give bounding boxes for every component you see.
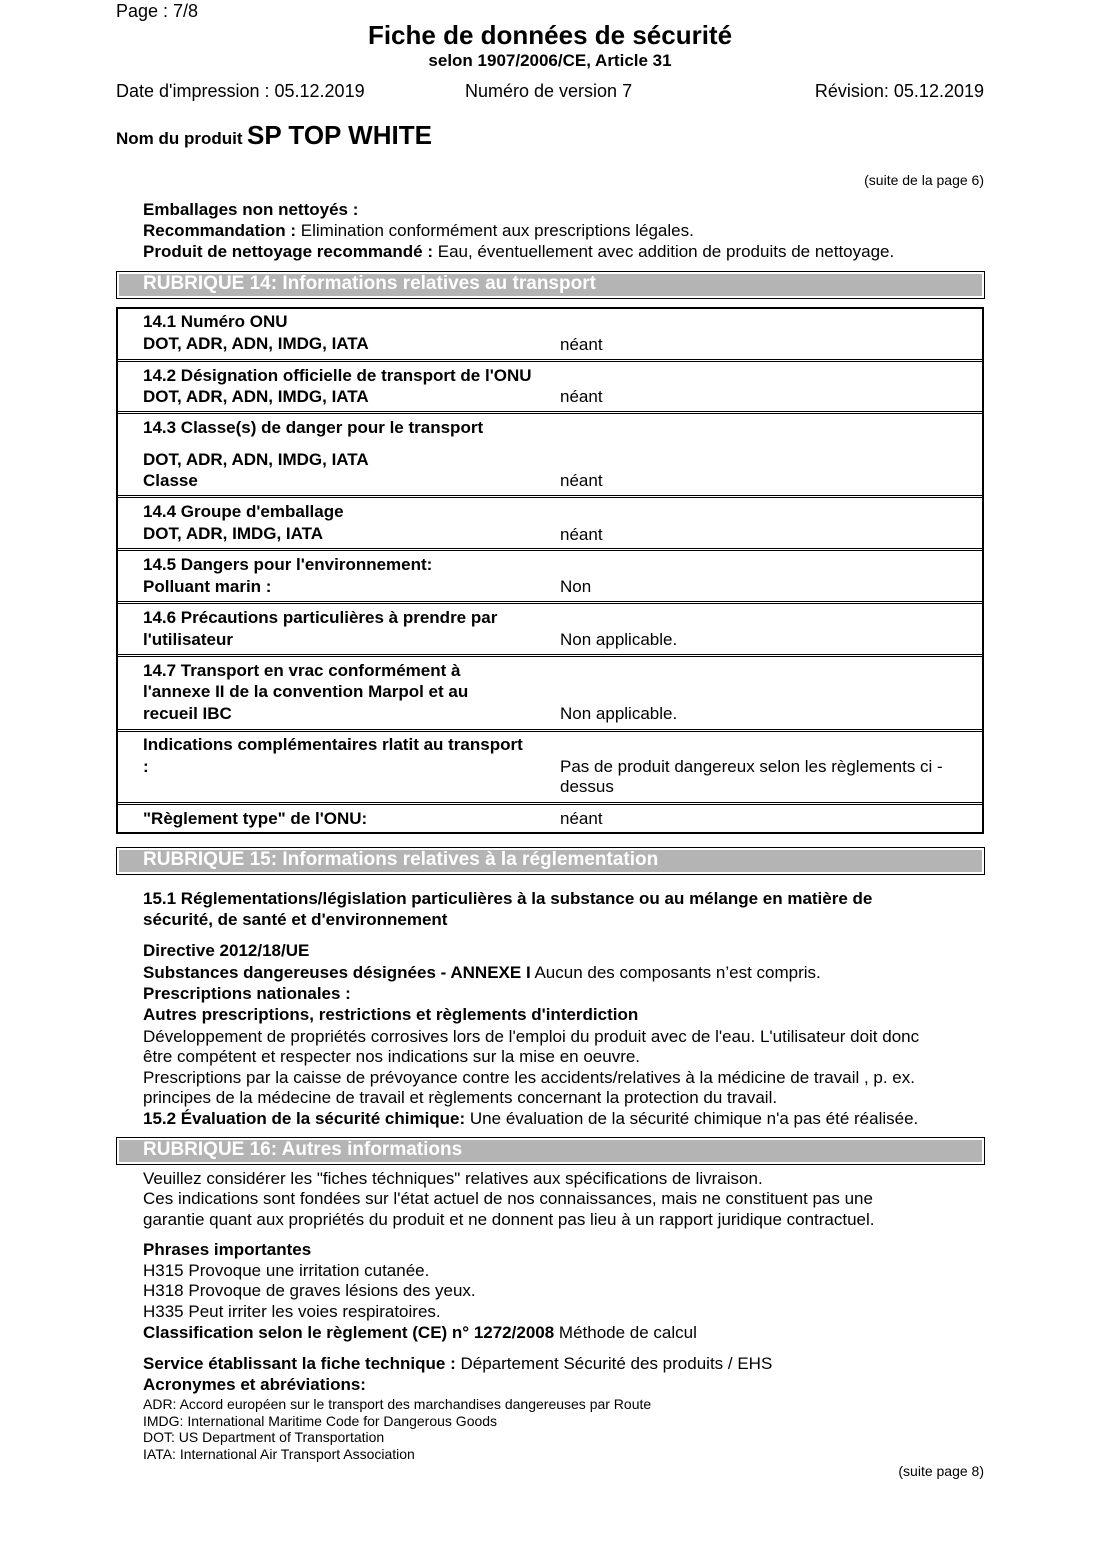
row-divider — [116, 548, 984, 551]
section-14-title: RUBRIQUE 14: Informations relatives au transport — [143, 273, 596, 294]
row-divider — [116, 654, 984, 657]
packaging-heading: Emballages non nettoyés : — [143, 200, 359, 219]
row-14-5-sub: Polluant marin : — [143, 577, 272, 596]
row-14-7-sub-1: l'annexe II de la convention Marpol et au — [143, 682, 469, 701]
row-additional-label: Indications complémentaires rlatit au transport — [143, 735, 523, 754]
product-name: SP TOP WHITE — [246, 120, 432, 150]
row-14-6-sub: l'utilisateur — [143, 630, 234, 649]
row-14-6-value: Non applicable. — [560, 630, 678, 649]
acronyms-heading: Acronymes et abréviations: — [143, 1375, 366, 1394]
cleaning-value: Eau, éventuellement avec addition de produits de nettoyage. — [437, 242, 895, 261]
section-16-title: RUBRIQUE 16: Autres informations — [143, 1139, 463, 1160]
row-additional-value-1: Pas de produit dangereux selon les règlements ci - — [560, 757, 943, 776]
row-divider — [116, 802, 984, 805]
row-divider — [116, 359, 984, 362]
acronym-iata: IATA: International Air Transport Association — [143, 1446, 415, 1462]
row-additional-value-2: dessus — [560, 777, 614, 796]
row-divider — [116, 495, 984, 498]
cleaning-line — [143, 242, 894, 263]
classification-value: Méthode de calcul — [558, 1323, 697, 1342]
row-14-3-class: Classe — [143, 471, 198, 490]
row-un-model-label: "Règlement type" de l'ONU: — [143, 809, 368, 828]
phrase-h318: H318 Provoque de graves lésions des yeux. — [143, 1281, 476, 1300]
recommendation-value: Elimination conformément aux prescriptions légales. — [300, 221, 694, 240]
section-15-text-4: principes de la médecine de travail et règlements concernant la protection du travail. — [143, 1088, 778, 1107]
national-prescriptions: Prescriptions nationales : — [143, 984, 351, 1003]
section-16-text-1: Veuillez considérer les "fiches téchniques" relatives aux spécifications de livraison. — [143, 1169, 763, 1188]
section-15-title: RUBRIQUE 15: Informations relatives à la réglementation — [143, 849, 659, 870]
row-14-2-value: néant — [560, 387, 603, 406]
row-14-3-value: néant — [560, 471, 603, 490]
section-15-text-3: Prescriptions par la caisse de prévoyance contre les accidents/relatives à la médicine de travail , p. ex. — [143, 1068, 915, 1087]
classification-line — [143, 1323, 697, 1344]
row-14-3-label: 14.3 Classe(s) de danger pour le transport — [143, 418, 484, 437]
chemical-safety-value: Une évaluation de la sécurité chimique n'a pas été réalisée. — [469, 1109, 919, 1128]
version-number: Numéro de version 7 — [465, 81, 633, 101]
row-divider — [116, 601, 984, 604]
phrase-h315: H315 Provoque une irritation cutanée. — [143, 1261, 430, 1280]
row-14-7-sub-2: recueil IBC — [143, 704, 232, 723]
other-prescriptions: Autres prescriptions, restrictions et règlements d'interdiction — [143, 1005, 639, 1024]
substances-value: Aucun des composants n’est compris. — [534, 963, 821, 982]
page-number: Page : 7/8 — [116, 1, 199, 21]
recommendation-label: Recommandation : — [143, 221, 297, 240]
print-date: Date d'impression : 05.12.2019 — [116, 81, 365, 101]
acronym-dot: DOT: US Department of Transportation — [143, 1429, 385, 1445]
section-16-text-3: garantie quant aux propriétés du produit et ne donnent pas lieu à un rapport juridique contractuel. — [143, 1210, 875, 1229]
row-14-4-modes: DOT, ADR, IMDG, IATA — [143, 524, 324, 543]
row-14-7-value: Non applicable. — [560, 704, 678, 723]
service-line — [143, 1354, 772, 1375]
service-value: Département Sécurité des produits / EHS — [460, 1354, 773, 1373]
row-divider — [116, 411, 984, 414]
row-14-1-label: 14.1 Numéro ONU — [143, 312, 288, 331]
section-14-header — [116, 271, 985, 299]
row-divider — [116, 729, 984, 732]
document-subtitle: selon 1907/2006/CE, Article 31 — [428, 51, 672, 70]
row-14-7-label: 14.7 Transport en vrac conformément à — [143, 661, 461, 680]
substances-line — [143, 963, 821, 984]
service-label: Service établissant la fiche technique : — [143, 1354, 456, 1373]
row-14-1-value: néant — [560, 335, 603, 354]
product-label: Nom du produit — [116, 129, 243, 148]
section-15-text-1: Développement de propriétés corrosives lors de l'emploi du produit avec de l'eau. L'utilisateur doit donc — [143, 1027, 920, 1046]
acronym-imdg: IMDG: International Maritime Code for Dangerous Goods — [143, 1413, 498, 1429]
continued-from: (suite de la page 6) — [864, 172, 984, 188]
row-additional-colon: : — [143, 757, 149, 776]
document-title: Fiche de données de sécurité — [367, 20, 733, 50]
section-15-1-heading-1: 15.1 Réglementations/législation particulières à la substance ou au mélange en matière de — [143, 889, 873, 908]
revision-date: Révision: 05.12.2019 — [814, 81, 984, 101]
continued-on: (suite page 8) — [898, 1463, 984, 1479]
section-16-header — [116, 1137, 985, 1165]
row-14-5-label: 14.5 Dangers pour l'environnement: — [143, 555, 433, 574]
cleaning-label: Produit de nettoyage recommandé : — [143, 242, 433, 261]
row-14-2-label: 14.2 Désignation officielle de transport de l'ONU — [143, 366, 532, 385]
row-14-4-value: néant — [560, 525, 603, 544]
section-16-text-2: Ces indications sont fondées sur l'état actuel de nos connaissances, mais ne constituent pas une — [143, 1189, 873, 1208]
phrases-heading: Phrases importantes — [143, 1240, 312, 1259]
row-un-model-value: néant — [560, 809, 603, 828]
row-14-2-modes: DOT, ADR, ADN, IMDG, IATA — [143, 387, 369, 406]
row-14-3-modes: DOT, ADR, ADN, IMDG, IATA — [143, 450, 369, 469]
section-15-header — [116, 847, 985, 875]
product-line — [116, 120, 432, 151]
recommendation-line — [143, 221, 694, 242]
section-15-1-heading-2: sécurité, de santé et d'environnement — [143, 910, 448, 929]
directive-line: Directive 2012/18/UE — [143, 941, 310, 960]
row-14-5-value: Non — [560, 577, 592, 596]
row-14-4-label: 14.4 Groupe d'emballage — [143, 502, 344, 521]
substances-label: Substances dangereuses désignées - ANNEXE I — [143, 963, 531, 982]
chemical-safety-label: 15.2 Évaluation de la sécurité chimique: — [143, 1109, 466, 1128]
acronym-adr: ADR: Accord européen sur le transport des marchandises dangereuses par Route — [143, 1396, 652, 1412]
row-14-1-modes: DOT, ADR, ADN, IMDG, IATA — [143, 334, 369, 353]
row-14-6-label: 14.6 Précautions particulières à prendre par — [143, 608, 498, 627]
phrase-h335: H335 Peut irriter les voies respiratoires. — [143, 1302, 441, 1321]
chemical-safety-line — [143, 1109, 918, 1130]
classification-label: Classification selon le règlement (CE) n° 1272/2008 — [143, 1323, 555, 1342]
section-15-text-2: être compétent et respecter nos indications sur la mise en oeuvre. — [143, 1047, 641, 1066]
